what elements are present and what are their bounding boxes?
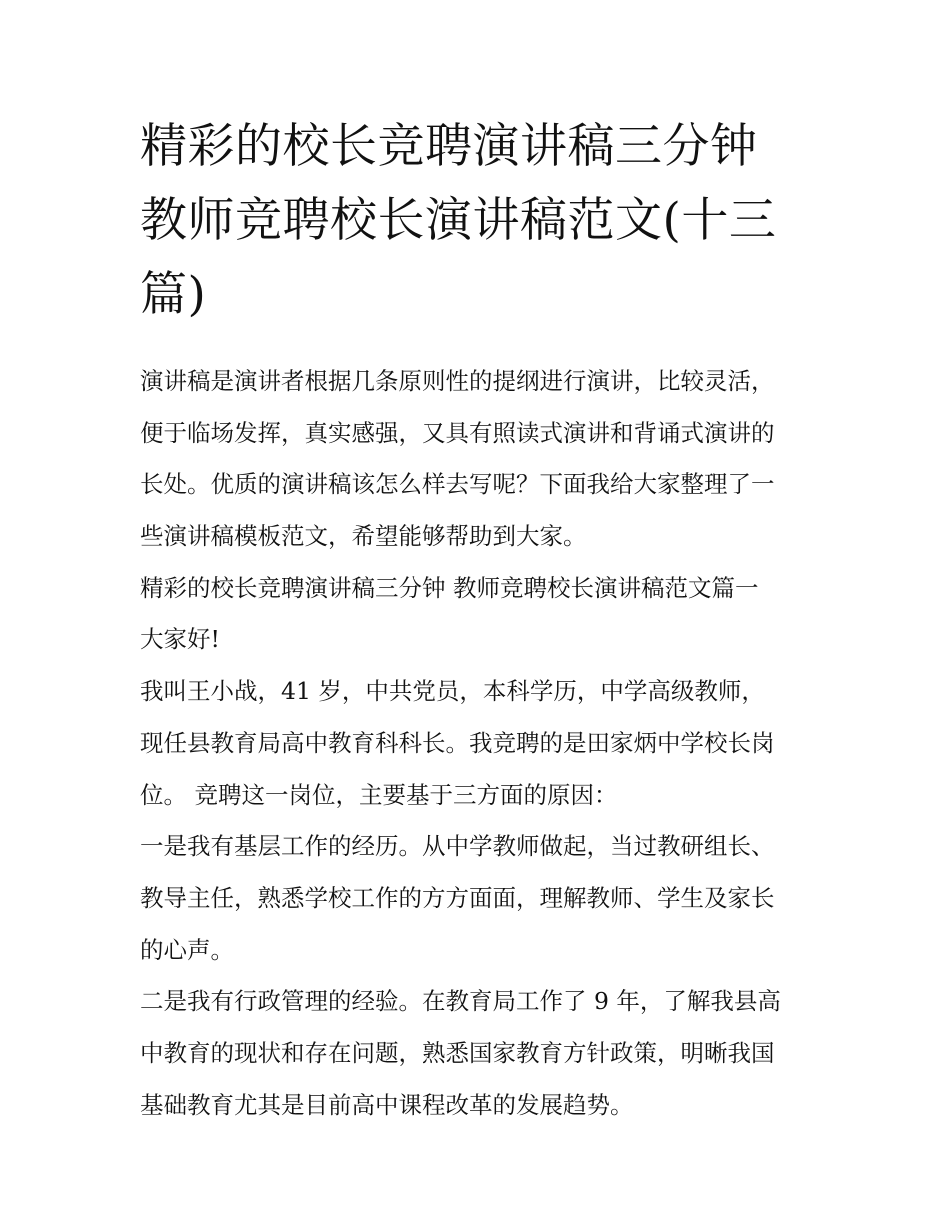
greeting-line: 大家好! xyxy=(140,625,220,654)
document-page xyxy=(140,110,820,1131)
body-line: 二是我有行政管理的经验。在教育局工作了 9 年，了解我县高 xyxy=(140,987,781,1016)
body-line: 位。 竞聘这一岗位，主要基于三方面的原因： xyxy=(140,780,618,809)
body-line: 中教育的现状和存在问题，熟悉国家教育方针政策，明晰我国 xyxy=(140,1038,775,1067)
body-line: 些演讲稿模板范文，希望能够帮助到大家。 xyxy=(140,522,587,551)
body-line: 我叫王小战，41 岁，中共党员，本科学历，中学高级教师， xyxy=(140,677,765,706)
body-line: 便于临场发挥，真实感强，又具有照读式演讲和背诵式演讲的 xyxy=(140,418,775,447)
title-line: 篇) xyxy=(140,267,207,322)
title-line: 教师竞聘校长演讲稿范文(十三 xyxy=(140,193,777,248)
body-line: 一是我有基层工作的经历。从中学教师做起，当过教研组长、 xyxy=(140,832,775,861)
document-title xyxy=(140,110,820,332)
section-heading: 精彩的校长竞聘演讲稿三分钟 教师竞聘校长演讲稿范文篇一 xyxy=(140,573,759,602)
body-line: 现任县教育局高中教育科科长。我竞聘的是田家炳中学校长岗 xyxy=(140,728,775,757)
body-line: 教导主任，熟悉学校工作的方方面面，理解教师、学生及家长 xyxy=(140,883,775,912)
body-line: 基础教育尤其是目前高中课程改革的发展趋势。 xyxy=(140,1090,634,1119)
title-line: 精彩的校长竞聘演讲稿三分钟 xyxy=(140,119,758,174)
document-body xyxy=(140,356,820,1131)
body-line: 长处。优质的演讲稿该怎么样去写呢？下面我给大家整理了一 xyxy=(140,470,775,499)
body-line: 的心声。 xyxy=(140,935,234,964)
body-line: 演讲稿是演讲者根据几条原则性的提纲进行演讲，比较灵活， xyxy=(140,367,775,395)
